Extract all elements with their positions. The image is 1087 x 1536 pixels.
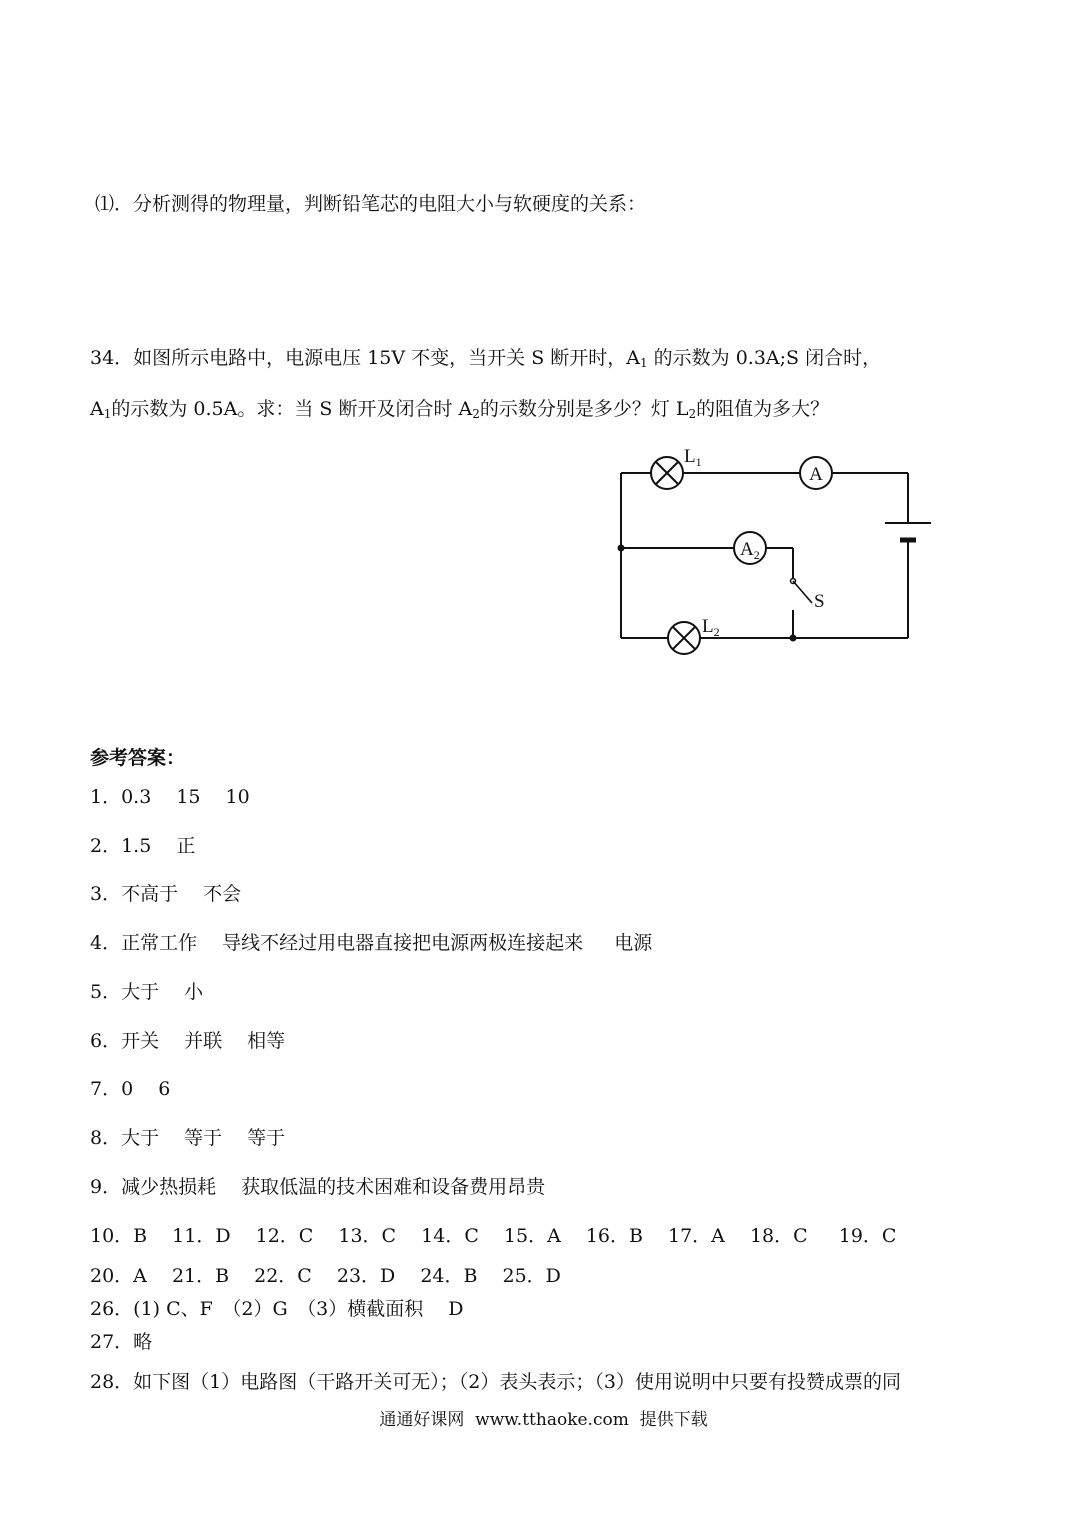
answer-item: 27．略: [90, 1331, 153, 1353]
q34-sub: 1: [103, 407, 112, 421]
answer-item: 26．(1) C、F （2）G （3）横截面积 D: [90, 1298, 464, 1320]
answer-item: 20．A 21．B 22．C 23．D 24．B 25．D: [90, 1265, 561, 1287]
q34-text: 的阻值为多大？: [696, 398, 830, 420]
answer-item: 6．开关 并联 相等: [90, 1030, 286, 1052]
junction-dot: [790, 635, 797, 642]
q34-text: 的示数分别是多少？灯 L: [479, 398, 689, 420]
answer-item: 5．大于 小: [90, 981, 204, 1003]
q34-text: 34．如图所示电路中，电源电压 15V 不变，当开关 S 断开时，A: [90, 347, 640, 369]
ammeter-a2-label: $A_2$: [740, 539, 760, 562]
lamp-l2-icon: [668, 622, 700, 654]
circuit-diagram: [600, 440, 950, 660]
lamp-l1-icon: [651, 457, 683, 489]
answer-item: 10．B 11．D 12．C 13．C 14．C 15．A 16．B 17．A 18．C 19．C: [90, 1225, 897, 1247]
answer-item: 28．如下图（1）电路图（干路开关可无）；（2）表头表示；（3）使用说明中只要有投赞成票的同: [90, 1371, 901, 1393]
lamp-l2-label: $L_2$: [702, 616, 720, 639]
q34-text: 的示数为 0.5A。求：当 S 断开及闭合时 A: [111, 398, 473, 420]
lamp-l1-label: $L_1$: [684, 446, 702, 469]
answer-item: 9．减少热损耗 获取低温的技术困难和设备费用昂贵: [90, 1176, 546, 1198]
answer-item: 1．0.3 15 10: [90, 786, 250, 808]
question-34-line2: [90, 397, 829, 421]
ammeter-a1-label: A: [809, 464, 823, 485]
question-34-line1: [90, 346, 881, 370]
switch-blade: [793, 581, 812, 603]
answers-heading: 参考答案：: [90, 747, 186, 769]
q34-sub: 1: [639, 356, 648, 370]
q34-sub: 2: [688, 407, 697, 421]
answer-item: 2．1.5 正: [90, 835, 196, 857]
switch-label: S: [814, 591, 825, 612]
answer-item: 3．不高于 不会: [90, 883, 242, 905]
question-33-part1: ⑴．分析测得的物理量，判断铅笔芯的电阻大小与软硬度的关系：: [95, 193, 647, 215]
q34-text: 的示数为 0.3A;S 闭合时，: [647, 347, 882, 369]
answer-item: 8．大于 等于 等于: [90, 1127, 286, 1149]
q34-sub: 2: [472, 407, 480, 421]
answer-item: 7．0 6: [90, 1078, 171, 1100]
answer-item: 4．正常工作 导线不经过用电器直接把电源两极连接起来 电源: [90, 932, 653, 954]
junction-dot: [618, 545, 625, 552]
page-footer: 通通好课网 www.tthaoke.com 提供下载: [379, 1410, 708, 1430]
q34-text: A: [90, 398, 104, 420]
